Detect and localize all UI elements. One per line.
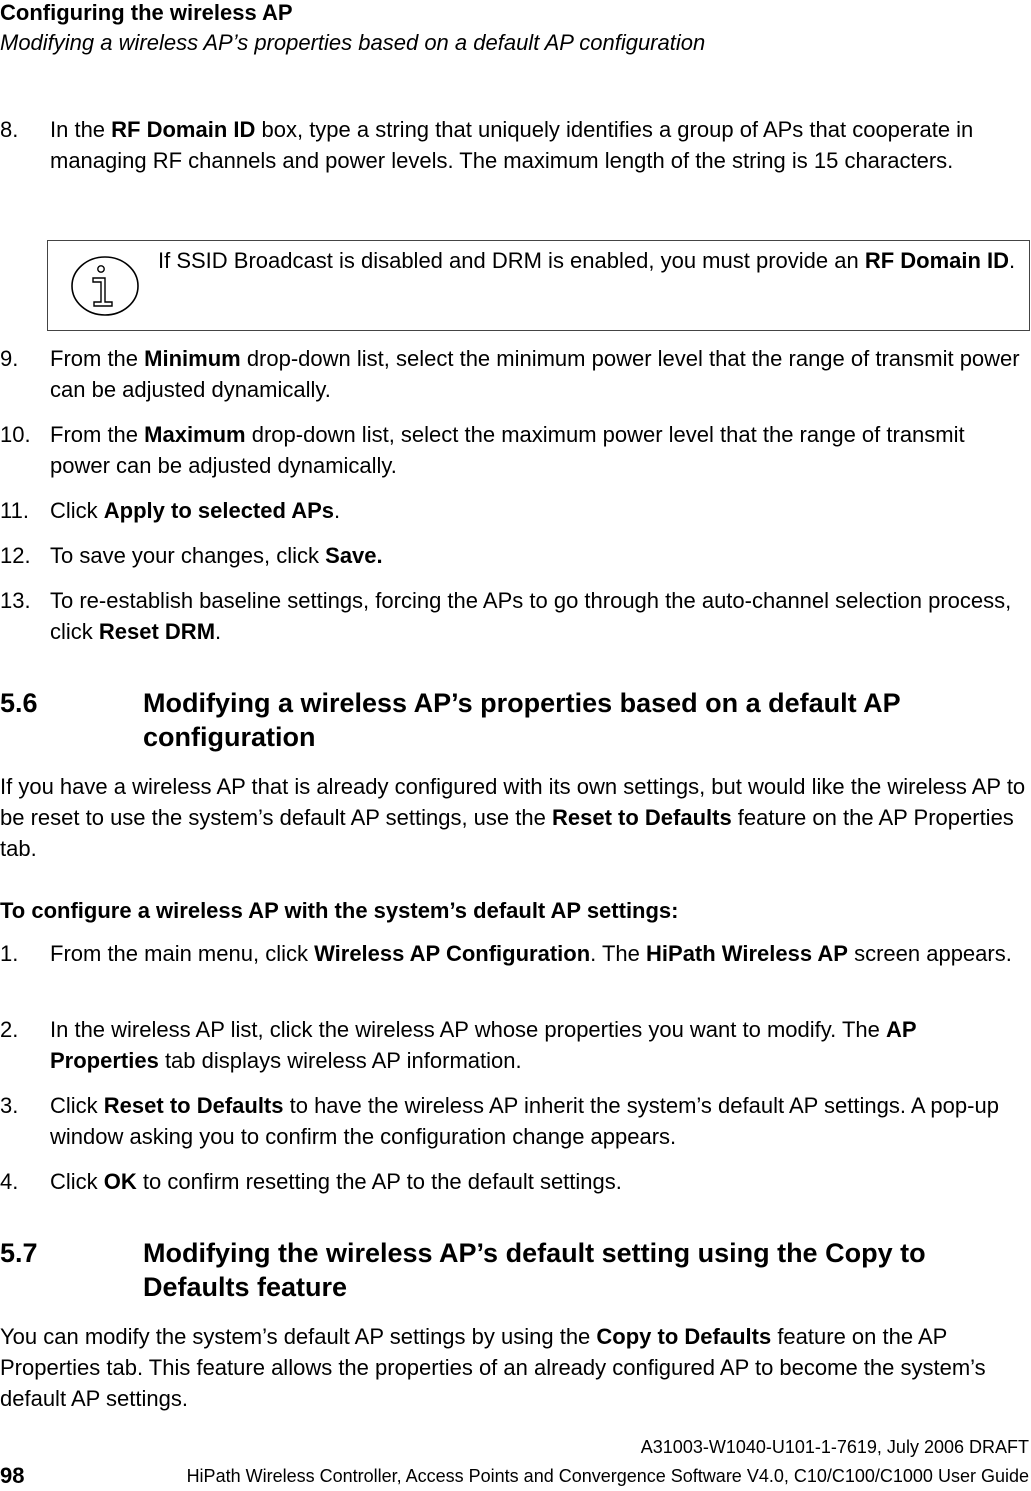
step-number: 3. <box>0 1093 19 1118</box>
section-title: Modifying a wireless AP’s properties based on a default AP configuration <box>143 688 901 752</box>
step-text: To re-establish baseline settings, forcing the APs to go through the auto-channel selection process, click Reset DRM. <box>50 588 1012 644</box>
running-header-subtitle: Modifying a wireless AP’s properties based on a default AP configuration <box>0 30 706 55</box>
footer-document-id: A31003-W1040-U101-1-7619, July 2006 DRAFT <box>640 1437 1029 1457</box>
step-text: Click Apply to selected APs. <box>50 498 341 523</box>
section-title: Modifying the wireless AP’s default setting using the Copy to Defaults feature <box>143 1238 926 1302</box>
section-number: 5.6 <box>0 688 38 718</box>
step-number: 2. <box>0 1017 19 1042</box>
step-text: Click Reset to Defaults to have the wireless AP inherit the system’s default AP settings. A pop-up window asking you to confirm the configuration change appears. <box>50 1093 999 1149</box>
step-number: 9. <box>0 346 19 371</box>
info-icon <box>70 255 140 317</box>
footer <box>0 1462 1031 1490</box>
note-text: If SSID Broadcast is disabled and DRM is enabled, you must provide an RF Domain ID. <box>158 248 1016 273</box>
step-number: 10. <box>0 422 31 447</box>
footer-guide-title: HiPath Wireless Controller, Access Points and Convergence Software V4.0, C10/C100/C1000 User Guide <box>186 1466 1029 1486</box>
step-text: In the RF Domain ID box, type a string that uniquely identifies a group of APs that cooperate in managing RF channels and power levels. The maximum length of the string is 15 characters. <box>50 117 974 173</box>
step-text: From the Maximum drop-down list, select the maximum power level that the range of transmit power can be adjusted dynamically. <box>50 422 965 478</box>
step-number: 4. <box>0 1169 19 1194</box>
step-number: 8. <box>0 117 19 142</box>
section-intro-paragraph: If you have a wireless AP that is already configured with its own settings, but would like the wireless AP to be reset to use the system’s default AP settings, use the Reset to Defaults feature on the AP Properties tab. <box>0 774 1026 861</box>
page-number: 98 <box>0 1463 25 1488</box>
procedure-title: To configure a wireless AP with the system’s default AP settings: <box>0 898 679 923</box>
step-text: In the wireless AP list, click the wireless AP whose properties you want to modify. The AP Properties tab displays wireless AP information. <box>50 1017 917 1073</box>
step-text: From the main menu, click Wireless AP Configuration. The HiPath Wireless AP screen appears. <box>50 941 1012 966</box>
step-number: 13. <box>0 588 31 613</box>
running-header-title: Configuring the wireless AP <box>0 0 293 25</box>
step-text: From the Minimum drop-down list, select the minimum power level that the range of transmit power can be adjusted dynamically. <box>50 346 1020 402</box>
step-number: 12. <box>0 543 31 568</box>
note-box <box>47 240 1030 331</box>
section-number: 5.7 <box>0 1238 38 1268</box>
step-number: 1. <box>0 941 19 966</box>
section-intro-paragraph: You can modify the system’s default AP settings by using the Copy to Defaults feature on the AP Properties tab. This feature allows the properties of an already configured AP to become the system’s default AP settings. <box>0 1324 986 1411</box>
step-number: 11. <box>0 498 29 523</box>
step-text: Click OK to confirm resetting the AP to the default settings. <box>50 1169 622 1194</box>
step-text: To save your changes, click Save. <box>50 543 383 568</box>
